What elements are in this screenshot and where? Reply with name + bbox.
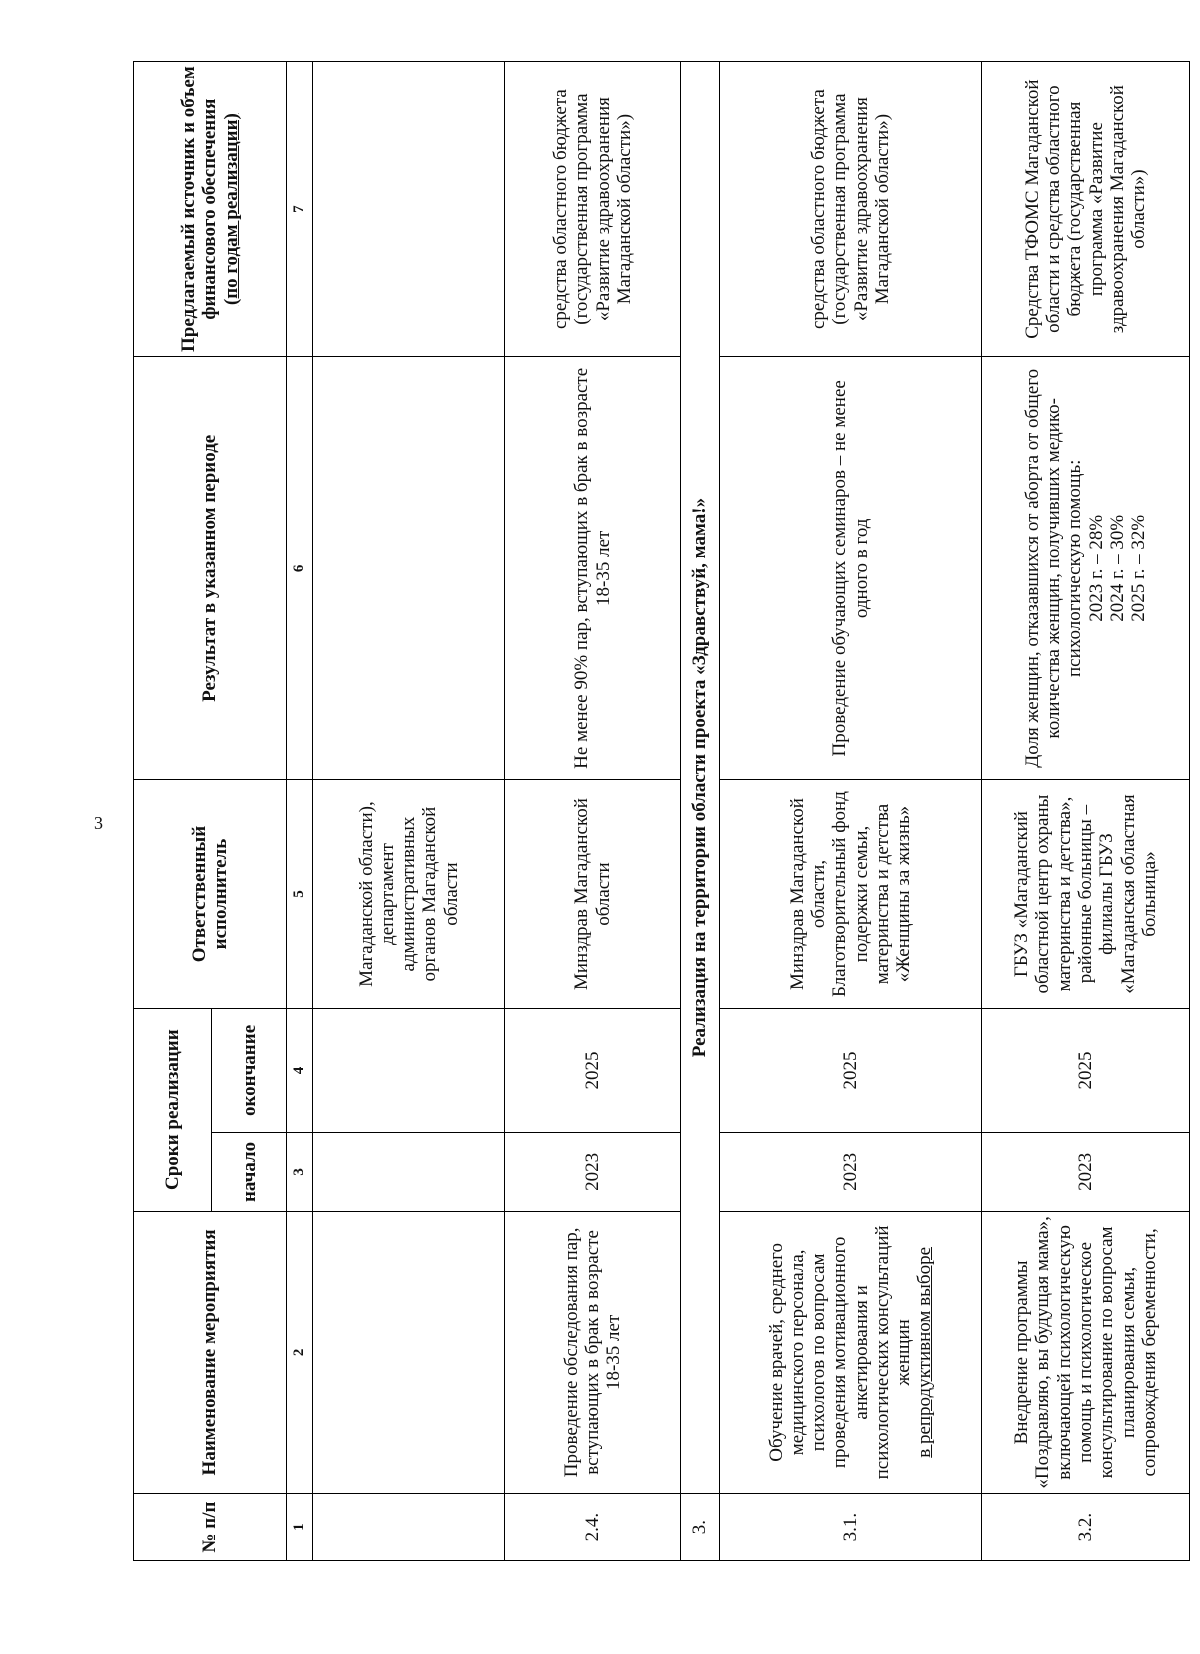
header-source: [134, 62, 287, 357]
header-name: Наименование мероприятия: [134, 1211, 287, 1494]
header-row: [134, 62, 212, 1561]
measures-table: [133, 61, 1190, 1561]
header-source-main: Предлагаемый источник и объем финансового обеспечения: [178, 66, 221, 353]
row-3-2-result-text: Доля женщин, отказавшихся от аборта от общего количества женщин, получивших медико-психологическую помощь:: [1021, 368, 1086, 768]
header-terms: Сроки реализации: [134, 1008, 212, 1211]
row-3-num: 3.: [680, 1494, 719, 1561]
colnum-6: 6: [287, 357, 313, 780]
row-3-1-name-main: Обучение врачей, среднего медицинского персонала, психологов по вопросам проведения мотивационного анкетирования и психологических консультаций женщин: [765, 1225, 915, 1480]
row-3-2-name: Внедрение программы «Поздравляю, вы будущая мама», включающей психологическую помощь и психологическое консультирование по вопросам планирования семьи, сопровождения беременности,: [982, 1211, 1190, 1494]
row-cont-num: [313, 1494, 505, 1561]
row-cont-source: [313, 62, 505, 357]
row-cont-name: [313, 1211, 505, 1494]
section-title: Реализация на территории области проекта «Здравствуй, мама!»: [680, 62, 719, 1494]
table-row: [982, 62, 1190, 1561]
row-3-2-end: 2025: [982, 1008, 1190, 1133]
row-cont-result: [313, 357, 505, 780]
table-row: [313, 62, 505, 1561]
header-end: окончание: [212, 1008, 287, 1133]
colnum-7: 7: [287, 62, 313, 357]
header-result: Результат в указанном периоде: [134, 357, 287, 780]
section-row: [680, 62, 719, 1561]
row-3-2-source: Средства ТФОМС Магаданской области и средства областного бюджета (государственная программа «Развитие здравоохранения Магаданской области»): [982, 62, 1190, 357]
header-num: № п/п: [134, 1494, 287, 1561]
header-source-years: (по годам реализации): [220, 113, 242, 306]
colnum-5: 5: [287, 780, 313, 1008]
colnum-1: 1: [287, 1494, 313, 1561]
row-3-1-name: [720, 1211, 982, 1494]
header-responsible: Ответственный исполнитель: [134, 780, 287, 1008]
colnum-2: 2: [287, 1211, 313, 1494]
row-3-2-result-2024: 2024 г. – 30%: [1106, 514, 1128, 622]
row-cont-responsible: Магаданской области), департамент административных органов Магаданской области: [313, 780, 505, 1008]
colnum-4: 4: [287, 1008, 313, 1133]
row-cont-start: [313, 1133, 505, 1211]
row-2-4-end: 2025: [505, 1008, 681, 1133]
row-2-4-result: Не менее 90% пар, вступающих в брак в возрасте 18-35 лет: [505, 357, 681, 780]
table-row: [505, 62, 681, 1561]
colnum-3: 3: [287, 1133, 313, 1211]
row-2-4-start: 2023: [505, 1133, 681, 1211]
row-3-2-result-2023: 2023 г. – 28%: [1085, 514, 1107, 622]
row-2-4-responsible: Минздрав Магаданской области: [505, 780, 681, 1008]
row-cont-end: [313, 1008, 505, 1133]
row-3-1-responsible: Минздрав Магаданской области, Благотворительный фонд подержки семьи, материнства и детства «Женщины за жизнь»: [720, 780, 982, 1008]
row-3-2-num: 3.2.: [982, 1494, 1190, 1561]
row-3-1-start: 2023: [720, 1133, 982, 1211]
row-3-1-name-tail: в репродуктивном выборе: [914, 1246, 936, 1458]
column-number-row: [287, 62, 313, 1561]
row-3-1-end: 2025: [720, 1008, 982, 1133]
row-2-4-source: средства областного бюджета (государственная программа «Развитие здравоохранения Магаданской области»): [505, 62, 681, 357]
row-3-2-responsible: ГБУЗ «Магаданский областной центр охраны материнства и детства», районные больницы – филиалы ГБУЗ «Магаданская областная больница»: [982, 780, 1190, 1008]
row-2-4-num: 2.4.: [505, 1494, 681, 1561]
row-3-1-source: средства областного бюджета (государственная программа «Развитие здравоохранения Магаданской области»): [720, 62, 982, 357]
header-start: начало: [212, 1133, 287, 1211]
page-number: 3: [94, 813, 103, 833]
row-3-1-num: 3.1.: [720, 1494, 982, 1561]
row-3-2-result: [982, 357, 1190, 780]
table-row: [720, 62, 982, 1561]
row-3-2-start: 2023: [982, 1133, 1190, 1211]
row-2-4-name: Проведение обследования пар, вступающих в брак в возрасте 18-35 лет: [505, 1211, 681, 1494]
rotated-table-wrapper: [133, 61, 1190, 1561]
row-3-2-result-2025: 2025 г. – 32%: [1128, 514, 1150, 622]
row-3-1-result: Проведение обучающих семинаров – не менее одного в год: [720, 357, 982, 780]
